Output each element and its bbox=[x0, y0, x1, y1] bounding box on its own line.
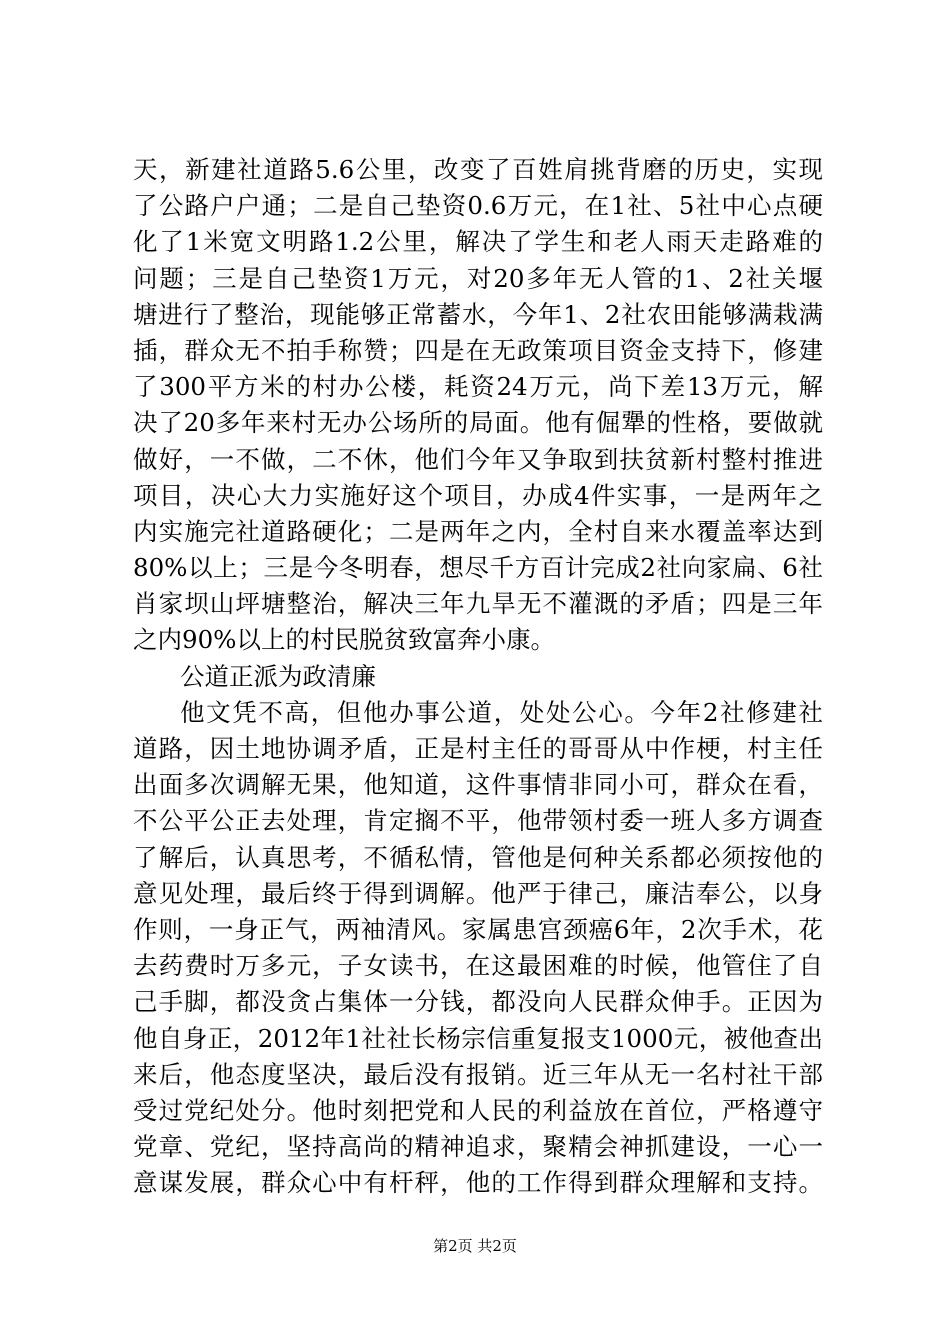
body-line: 了解后，认真思考，不循私情，管他是何种关系都必须按他的 bbox=[133, 842, 823, 872]
body-line: 项目，决心大力实施好这个项目，办成4件实事，一是两年之 bbox=[133, 480, 823, 510]
body-line: 肖家坝山坪塘整治，解决三年九旱无不灌溉的矛盾；四是三年 bbox=[133, 589, 823, 619]
body-line: 他自身正，2012年1社社长杨宗信重复报支1000元，被他查出 bbox=[133, 1023, 823, 1053]
body-line: 天，新建社道路5.6公里，改变了百姓肩挑背磨的历史，实现 bbox=[133, 155, 823, 184]
body-line: 决了20多年来村无办公场所的局面。他有倔犟的性格，要做就 bbox=[133, 408, 823, 438]
page-footer bbox=[0, 1236, 950, 1256]
body-line: 了300平方米的村办公楼，耗资24万元，尚下差13万元，解 bbox=[133, 372, 823, 402]
body-line: 道路，因土地协调矛盾，正是村主任的哥哥从中作梗，村主任 bbox=[133, 734, 823, 763]
body-line: 出面多次调解无果，他知道，这件事情非同小可，群众在看， bbox=[133, 770, 823, 800]
body-line: 80%以上；三是今冬明春，想尽千方百计完成2社向家扁、6社 bbox=[133, 553, 823, 583]
body-line: 了公路户户通；二是自己垫资0.6万元，在1社、5社中心点硬 bbox=[133, 191, 823, 221]
paragraph-end-line: 之内90%以上的村民脱贫致富奔小康。 bbox=[133, 625, 555, 655]
body-line: 意见处理，最后终于得到调解。他严于律己，廉洁奉公，以身 bbox=[133, 878, 823, 908]
body-line: 受过党纪处分。他时刻把党和人民的利益放在首位，严格遵守 bbox=[133, 1095, 823, 1125]
body-line: 不公平公正去处理，肯定搁不平，他带领村委一班人多方调查 bbox=[133, 806, 823, 836]
body-line: 意谋发展，群众心中有杆秤，他的工作得到群众理解和支持。 bbox=[133, 1168, 823, 1198]
body-line: 化了1米宽文明路1.2公里，解决了学生和老人雨天走路难的 bbox=[133, 227, 823, 257]
page-number-label: 第2页 共2页 bbox=[433, 1237, 517, 1255]
body-line: 插，群众无不拍手称赞；四是在无政策项目资金支持下，修建 bbox=[133, 335, 823, 365]
body-line: 做好，一不做，二不休，他们今年又争取到扶贫新村整村推进 bbox=[133, 444, 823, 474]
body-line: 内实施完社道路硬化；二是两年之内，全村自来水覆盖率达到 bbox=[133, 516, 823, 546]
body-line: 问题；三是自己垫资1万元，对20多年无人管的1、2社关堰 bbox=[133, 263, 823, 293]
body-line: 去药费时万多元，子女读书，在这最困难的时候，他管住了自 bbox=[133, 951, 823, 981]
document-body bbox=[133, 152, 823, 1201]
body-line: 己手脚，都没贪占集体一分钱，都没向人民群众伸手。正因为 bbox=[133, 987, 823, 1017]
body-line: 塘进行了整治，现能够正常蓄水，今年1、2社农田能够满栽满 bbox=[133, 299, 823, 329]
section-heading: 公道正派为政清廉 bbox=[180, 661, 376, 691]
body-line: 来后，他态度坚决，最后没有报销。近三年从无一名村社干部 bbox=[133, 1059, 823, 1089]
body-line: 作则，一身正气，两袖清风。家属患宫颈癌6年，2次手术，花 bbox=[133, 914, 823, 944]
paragraph-start-line: 他文凭不高，但他办事公道，处处公心。今年2社修建社 bbox=[180, 697, 823, 727]
body-line: 党章、党纪，坚持高尚的精神追求，聚精会神抓建设，一心一 bbox=[133, 1132, 823, 1162]
